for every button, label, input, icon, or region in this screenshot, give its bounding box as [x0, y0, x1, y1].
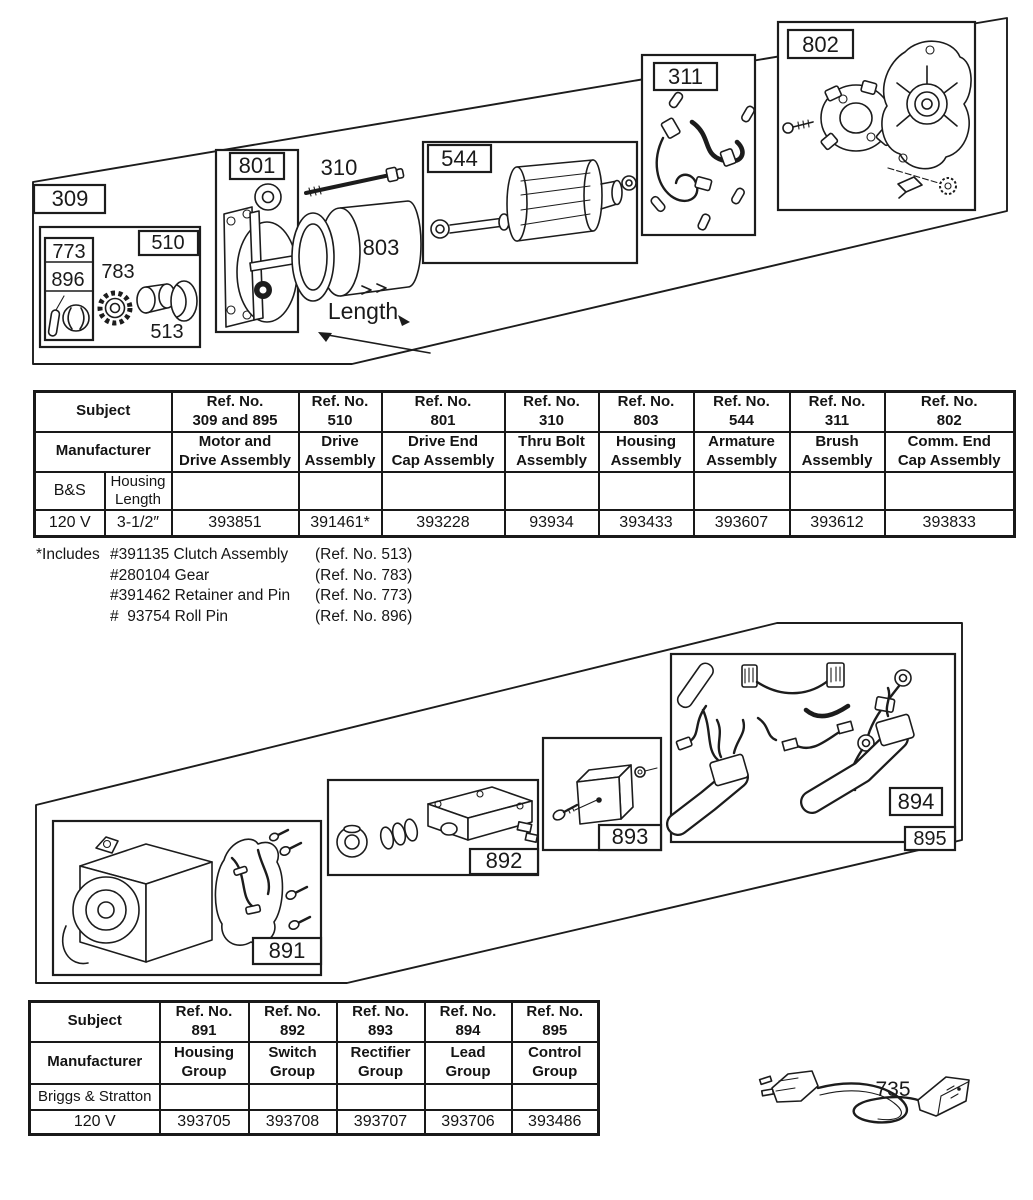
- label-896: 896: [51, 269, 85, 291]
- starter-motor-exploded-diagram: [0, 0, 1033, 384]
- ref-header: Ref. No. 892: [249, 1002, 337, 1042]
- housing-length-cell: Housing Length: [105, 472, 172, 510]
- part-number-cell: 393228: [382, 510, 505, 537]
- empty-cell: [337, 1084, 425, 1110]
- part-number-cell: 393851: [172, 510, 299, 537]
- label-892: 892: [485, 848, 523, 873]
- footnote-part: #391462 Retainer and Pin: [110, 587, 291, 604]
- manufacturer-cell: B&S: [35, 472, 105, 510]
- part-number-cell: 393706: [425, 1110, 512, 1135]
- ref-header: Ref. No. 310: [505, 392, 599, 432]
- label-893: 893: [611, 824, 649, 849]
- group-header: Switch Group: [249, 1042, 337, 1084]
- part-number-cell: 393607: [694, 510, 790, 537]
- ref-header: Ref. No. 803: [599, 392, 694, 432]
- part-number-cell: 93934: [505, 510, 599, 537]
- callout-309: [34, 185, 105, 213]
- label-894: 894: [897, 789, 935, 814]
- table1-subject-header: Subject: [35, 392, 172, 432]
- footnote-prefix: *Includes: [36, 546, 100, 563]
- callout-892: [470, 848, 538, 874]
- assembly-header: Drive End Cap Assembly: [382, 432, 505, 472]
- footnote-ref: (Ref. No. 773): [315, 587, 413, 604]
- group-header: Lead Group: [425, 1042, 512, 1084]
- empty-cell: [299, 472, 382, 510]
- ref-header: Ref. No. 309 and 895: [172, 392, 299, 432]
- label-544: 544: [441, 146, 478, 171]
- footnote-ref: (Ref. No. 896): [315, 607, 413, 625]
- footnote-part: #280104 Gear: [110, 566, 210, 584]
- table2-manufacturer-header: Manufacturer: [30, 1042, 160, 1084]
- ref-header: Ref. No. 311: [790, 392, 885, 432]
- ref-header: Ref. No. 893: [337, 1002, 425, 1042]
- label-802: 802: [802, 32, 839, 57]
- assembly-header: Comm. End Cap Assembly: [885, 432, 1015, 472]
- label-735: 735: [875, 1078, 911, 1101]
- comm-end-cap-panel: [778, 22, 975, 210]
- callout-801: [230, 153, 284, 179]
- motor-housing-sketch: [292, 201, 421, 301]
- callout-510: [139, 231, 198, 255]
- cord-plug-right: [918, 1077, 969, 1116]
- footnote-line: [36, 566, 486, 587]
- table1-manufacturer-header: Manufacturer: [35, 432, 172, 472]
- label-803: 803: [362, 235, 400, 260]
- empty-cell: [160, 1084, 249, 1110]
- assembly-header: Motor and Drive Assembly: [172, 432, 299, 472]
- empty-cell: [885, 472, 1015, 510]
- callout-893: [599, 824, 661, 850]
- assembly-header: Thru Bolt Assembly: [505, 432, 599, 472]
- part-number-cell: 393708: [249, 1110, 337, 1135]
- label-783: 783: [101, 261, 135, 283]
- part-number-cell: 393705: [160, 1110, 249, 1135]
- callout-894: [890, 788, 942, 815]
- power-cord-sketch: [760, 1071, 969, 1122]
- assembly-header: Armature Assembly: [694, 432, 790, 472]
- label-773: 773: [52, 241, 86, 263]
- length-dimension: [318, 298, 430, 353]
- starter-parts-table-wrap: [33, 390, 1016, 538]
- drive-assembly-panel: [40, 227, 200, 347]
- label-801: 801: [238, 153, 276, 178]
- starter-parts-table: [33, 390, 1016, 538]
- callout-311: [654, 63, 717, 90]
- table2-subject-header: Subject: [30, 1002, 160, 1042]
- length-value-cell: 3-1/2″: [105, 510, 172, 537]
- label-311: 311: [667, 64, 704, 89]
- gear-sketch: [100, 293, 130, 323]
- empty-cell: [599, 472, 694, 510]
- empty-cell: [790, 472, 885, 510]
- brush-assembly-panel: [642, 55, 755, 235]
- label-891: 891: [268, 938, 306, 963]
- part-number-cell: 393433: [599, 510, 694, 537]
- part-number-cell: 391461*: [299, 510, 382, 537]
- label-510: 510: [151, 232, 185, 254]
- label-309: 309: [51, 186, 89, 211]
- switch-group-panel: [328, 780, 538, 875]
- length-arrow-right: [398, 315, 410, 326]
- ref-header: Ref. No. 895: [512, 1002, 599, 1042]
- group-header: Control Group: [512, 1042, 599, 1084]
- footnote-line: [36, 586, 486, 607]
- drive-end-cap-panel: [216, 150, 298, 332]
- empty-cell: [382, 472, 505, 510]
- empty-cell: [512, 1084, 599, 1110]
- empty-cell: [425, 1084, 512, 1110]
- ref-header: Ref. No. 891: [160, 1002, 249, 1042]
- voltage-cell: 120 V: [35, 510, 105, 537]
- length-arrow-left: [318, 332, 332, 342]
- label-310: 310: [320, 155, 358, 180]
- rectifier-group-panel: [543, 738, 661, 850]
- part-number-cell: 393833: [885, 510, 1015, 537]
- footnote-part: #391135 Clutch Assembly: [110, 546, 289, 563]
- ref-header: Ref. No. 894: [425, 1002, 512, 1042]
- armature-panel: [423, 142, 637, 263]
- footnote-line: [36, 545, 486, 566]
- callout-544: [428, 145, 491, 172]
- ref-header: Ref. No. 802: [885, 392, 1015, 432]
- label-513: 513: [150, 321, 184, 343]
- grommet-sketch: [337, 826, 367, 858]
- footnote-ref: (Ref. No. 513): [315, 546, 413, 563]
- footnote-part: # 93754 Roll Pin: [110, 607, 229, 625]
- callout-895: [905, 827, 955, 850]
- footnote-ref: (Ref. No. 783): [315, 566, 413, 584]
- lead-group-panel: [671, 654, 955, 842]
- empty-cell: [505, 472, 599, 510]
- retainer-sketch: [63, 305, 89, 331]
- cord-plug-left: [760, 1071, 818, 1102]
- part-number-cell: 393486: [512, 1110, 599, 1135]
- end-cap-casting-sketch: [882, 41, 971, 168]
- group-header: Housing Group: [160, 1042, 249, 1084]
- housing-group-panel: [53, 821, 321, 975]
- part-number-cell: 393612: [790, 510, 885, 537]
- assembly-header: Housing Assembly: [599, 432, 694, 472]
- callout-891: [253, 938, 321, 964]
- assembly-header: Brush Assembly: [790, 432, 885, 472]
- group-parts-table: [28, 1000, 600, 1136]
- ref-header: Ref. No. 544: [694, 392, 790, 432]
- length-label: Length: [327, 298, 399, 324]
- empty-cell: [172, 472, 299, 510]
- end-plate-sketch: [215, 839, 282, 945]
- assembly-header: Drive Assembly: [299, 432, 382, 472]
- label-895: 895: [913, 828, 947, 850]
- thru-bolt-sketch: [306, 155, 404, 196]
- callout-802: [788, 30, 853, 58]
- ref-header: Ref. No. 801: [382, 392, 505, 432]
- part-number-cell: 393707: [337, 1110, 425, 1135]
- group-parts-table-wrap: [28, 1000, 600, 1136]
- voltage-cell: 120 V: [30, 1110, 160, 1135]
- empty-cell: [249, 1084, 337, 1110]
- manufacturer-cell: Briggs & Stratton: [30, 1084, 160, 1110]
- ref-header: Ref. No. 510: [299, 392, 382, 432]
- empty-cell: [694, 472, 790, 510]
- group-header: Rectifier Group: [337, 1042, 425, 1084]
